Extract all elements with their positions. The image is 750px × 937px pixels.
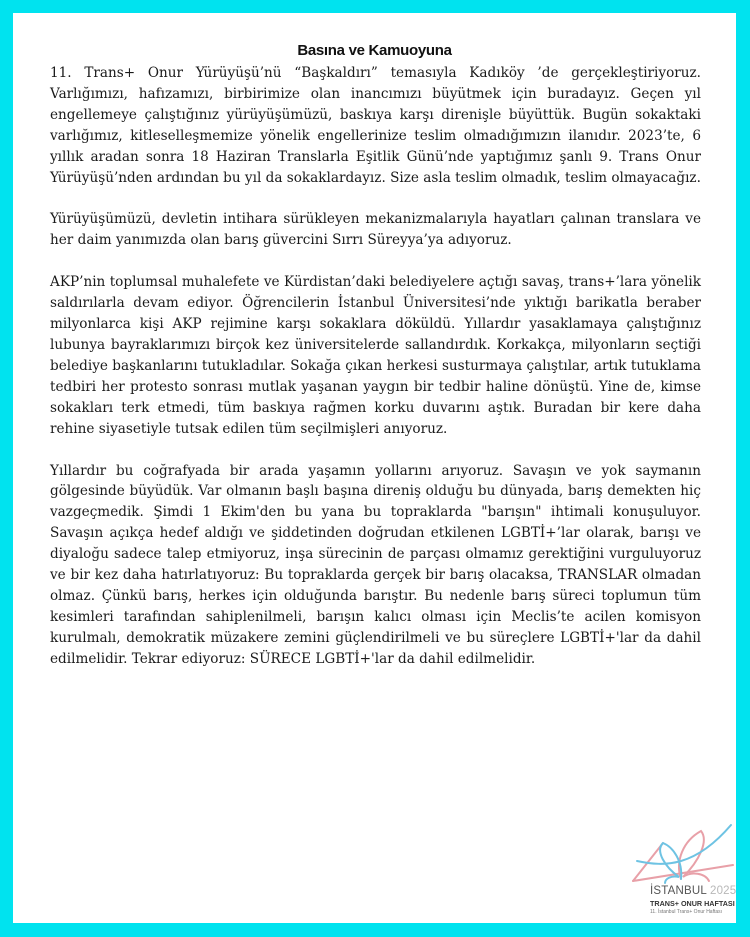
document-title: Basına ve Kamuoyuna — [297, 42, 452, 59]
logo-city-year — [650, 885, 736, 897]
butterfly-line-logo-icon — [625, 821, 737, 885]
istanbul-trans-pride-week-logo — [625, 821, 737, 921]
paragraph-akp-repression: AKP’nin toplumsal muhalefete ve Kürdistan’daki belediyelere açtığı savaş, trans+’lara yönelik saldırılarla devam ediyor. Öğrencilerin İstanbul Üniversitesi’nde yıktığı barikatla beraber milyonlarca kişi AKP rejimine karşı sokaklara döküldü. Yıllardır yasaklamaya çalıştığınız lubunya bayraklarımızı birçok kez üniversitelerde sallandırdık. Korkakça, milyonların seçtiği belediye başkanlarını tutukladılar. Sokağa çıkan herkesi susturmaya çalıştılar, artık tutuklama tedbiri her protesto sonrası mutlak yaşanan yaygın bir tedbir haline dönüştü. Yine de, kimse sokakları terk etmedi, tüm baskıya rağmen korku duvarını aştık. Buradan bir kere daha rehine siyasetiyle tutsak edilen tüm seçilmişleri anıyoruz. — [50, 274, 701, 437]
statement-page — [13, 13, 736, 923]
logo-edition: 11. İstanbul Trans+ Onur Haftası — [650, 909, 723, 915]
paragraph-dedication: Yürüyüşümüzü, devletin intihara sürükleyen mekanizmalarıyla hayatları çalınan translara ve her daim yanımızda olan barış güvercini Sırrı Süreyya’ya adıyoruz. — [50, 211, 701, 249]
paragraph-march-intro: 11. Trans+ Onur Yürüyüşü’nü “Başkaldırı” temasıyla Kadıköy ’de gerçekleştiriyoruz. Varlığımızı, hafızamızı, birbirimize olan inancımızı büyütmek için buradayız. Geçen yıl engellemeye çalıştığınız yürüyüşümüzü, baskıya karşı direnişle büyüttük. Bugün sokaktaki varlığımız, kitleselleşmemize yönelik engellerinize teslim olmadığımızın ilanıdır. 2023’te, 6 yıllık aradan sonra 18 Haziran Translarla Eşitlik Günü’nde yaptığımız şanlı 9. Trans Onur Yürüyüşü’nden ardından bu yıl da sokaklardayız. Size asla teslim olmadık, teslim olmayacağız. — [50, 65, 701, 186]
logo-year: 2025 — [709, 885, 737, 897]
logo-city: İSTANBUL — [650, 885, 707, 897]
document-body — [50, 63, 701, 691]
logo-event-name: TRANS+ ONUR HAFTASI — [650, 899, 735, 908]
paragraph-peace-process: Yıllardır bu coğrafyada bir arada yaşamın yollarını arıyoruz. Savaşın ve yok saymanın gölgesinde büyüdük. Var olmanın başlı başına direniş olduğu bu dünyada, barış demekten hiç vazgeçmedik. Şimdi 1 Ekim'den bu yana bu topraklarda "barışın" ihtimali konuşuluyor. Savaşın açıkça hedef aldığı ve şiddetinden doğrudan etkilenen LGBTİ+’lar olarak, barışı ve diyaloğu sadece talep etmiyoruz, inşa sürecinin de parçası olmamız gerektiğini vurguluyoruz ve bir kez daha hatırlatıyoruz: Bu topraklarda gerçek bir barış olacaksa, TRANSLAR olmadan olmaz. Çünkü barış, herkes için olduğunda barıştır. Bu nedenle barış süreci toplumun tüm kesimleri tarafından sahiplenilmeli, barışın kalıcı olması için Meclis’te acilen komisyon kurulmalı, demokratik müzakere zemini güçlendirilmeli ve bu süreçlere LGBTİ+'lar da dahil edilmelidir. Tekrar ediyoruz: SÜRECE LGBTİ+'lar da dahil edilmelidir. — [50, 462, 701, 667]
